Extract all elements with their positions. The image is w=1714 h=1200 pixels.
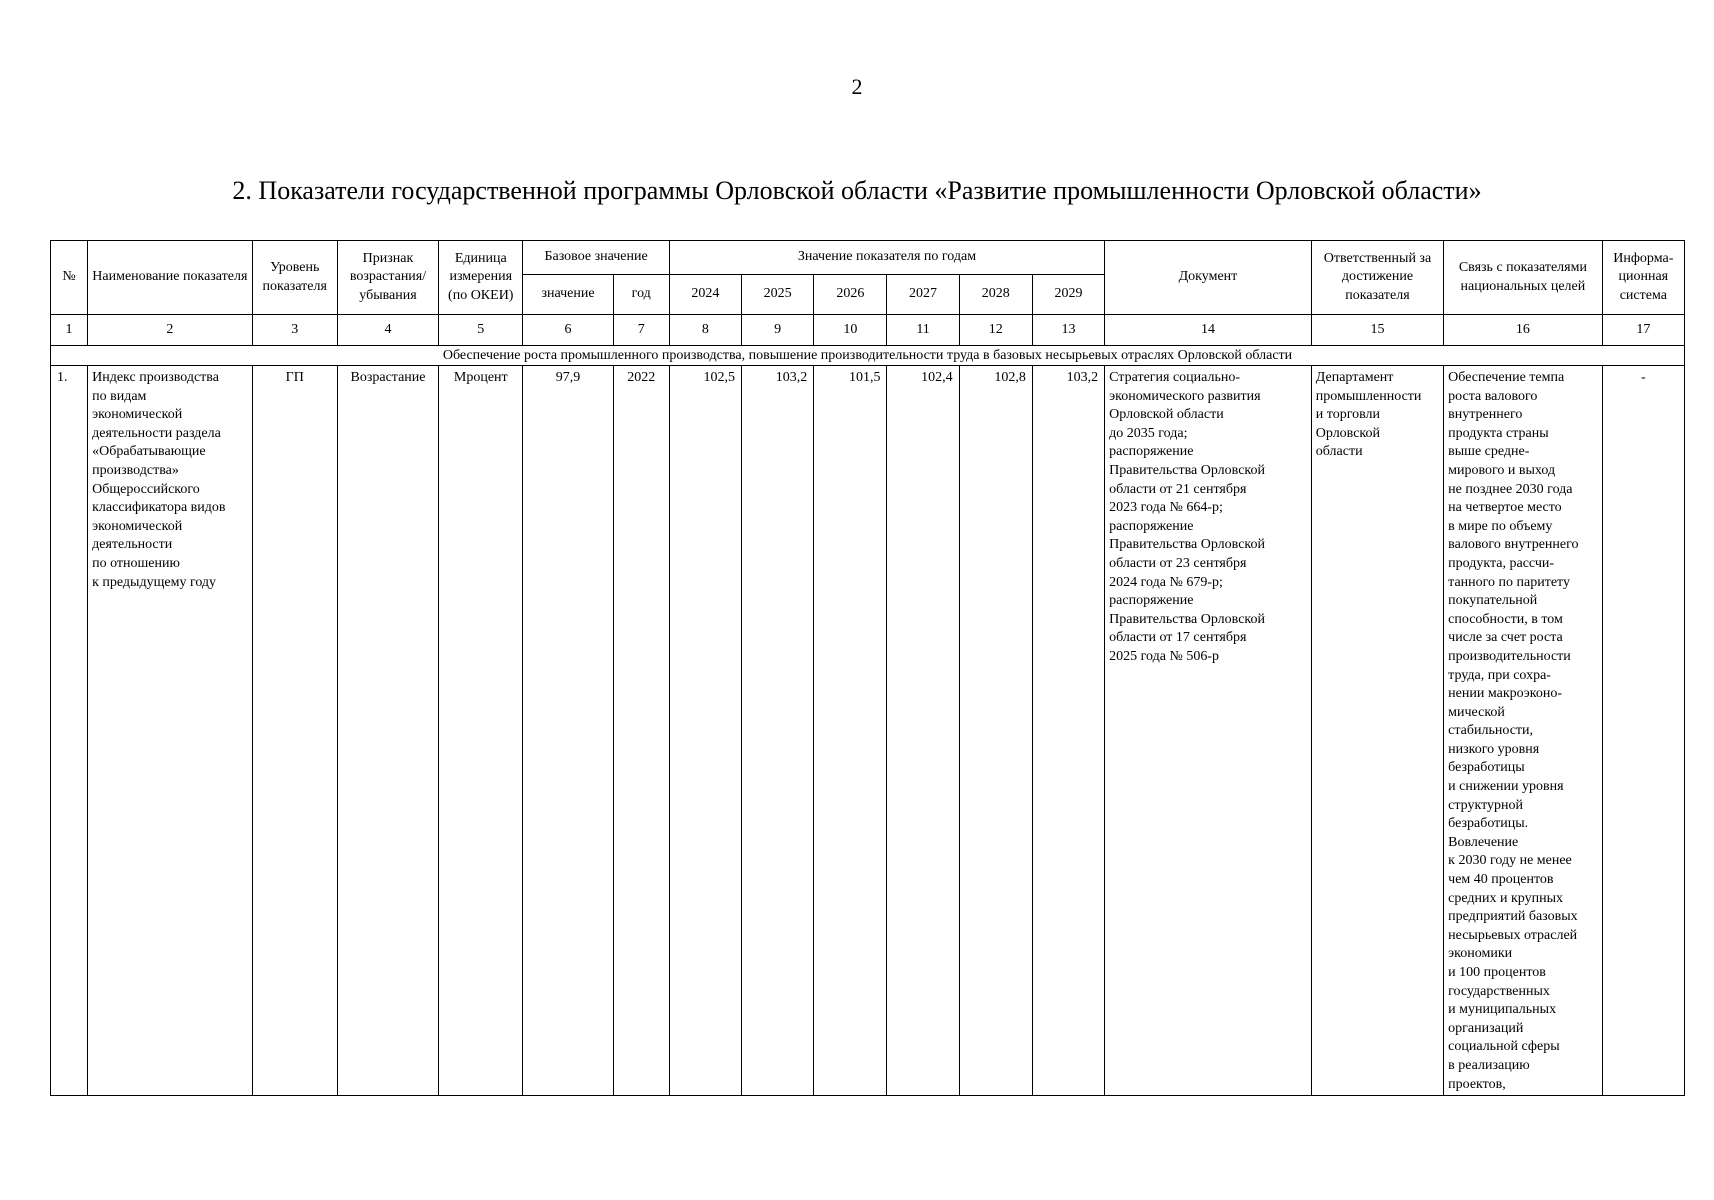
value-2027: 102,4	[887, 366, 959, 1096]
column-number: 11	[887, 315, 959, 346]
column-number: 5	[439, 315, 523, 346]
page-number: 2	[851, 74, 863, 99]
header-year-2026: 2026	[814, 275, 887, 315]
header-unit: Единица измерения (по ОКЕИ)	[439, 241, 523, 315]
national-goals-link: Обеспечение темпа роста валового внутреннего продукта страны выше средне- мирового и выход не позднее 2030 года на четвертое место в мире по объему валового внутреннего продукта, рассчи- танного по паритету покупательной способности, в том числе за счет роста производительности труда, при сохра- нении макроэконо- мической стабильности, низкого уровня безработицы и снижении уровня структурной безработицы. Вовлечение к 2030 году не менее чем 40 процентов средних и крупных предприятий базовых несырьевых отраслей экономики и 100 процентов государственных и муниципальных организаций социальной сферы в реализацию проектов,	[1444, 366, 1602, 1096]
value-2028: 102,8	[959, 366, 1032, 1096]
page-title: 2. Показатели государственной программы Орловской области «Развитие промышленности Орловской области»	[232, 176, 1482, 205]
indicator-name: Индекс производства по видам экономической деятельности раздела «Обрабатывающие производства» Общероссийского классификатора видов экономической деятельности по отношению к предыдущему году	[88, 366, 252, 1096]
header-base-year: год	[613, 275, 669, 315]
value-2024: 102,5	[669, 366, 741, 1096]
column-number: 3	[252, 315, 337, 346]
section-title: Обеспечение роста промышленного производства, повышение производительности труда в базовых несырьевых отраслях Орловской области	[51, 346, 1685, 366]
header-link: Связь с показателями национальных целей	[1444, 241, 1602, 315]
value-2025: 103,2	[742, 366, 814, 1096]
header-year-2028: 2028	[959, 275, 1032, 315]
section-row	[51, 346, 1685, 366]
indicator-sign: Возрастание	[337, 366, 438, 1096]
header-year-2027: 2027	[887, 275, 959, 315]
column-number: 9	[742, 315, 814, 346]
column-number: 7	[613, 315, 669, 346]
header-level: Уровень показателя	[252, 241, 337, 315]
header-info-system: Информа-ционная система	[1602, 241, 1684, 315]
header-number: №	[51, 241, 88, 315]
base-year: 2022	[613, 366, 669, 1096]
header-years-group: Значение показателя по годам	[669, 241, 1104, 275]
header-base-group: Базовое значение	[523, 241, 669, 275]
value-2026: 101,5	[814, 366, 887, 1096]
header-name: Наименование показателя	[88, 241, 252, 315]
column-number: 12	[959, 315, 1032, 346]
value-2029: 103,2	[1032, 366, 1104, 1096]
column-number: 4	[337, 315, 438, 346]
header-sign: Признак возрастания/ убывания	[337, 241, 438, 315]
row-number: 1.	[51, 366, 88, 1096]
header-year-2029: 2029	[1032, 275, 1104, 315]
column-numbers-row	[51, 315, 1685, 346]
column-number: 1	[51, 315, 88, 346]
table-row	[51, 366, 1685, 1096]
base-value: 97,9	[523, 366, 613, 1096]
column-number: 13	[1032, 315, 1104, 346]
responsible-body: Департамент промышленности и торговли Орловской области	[1311, 366, 1443, 1096]
column-number: 2	[88, 315, 252, 346]
indicator-level: ГП	[252, 366, 337, 1096]
header-document: Документ	[1105, 241, 1312, 315]
header-base-value: значение	[523, 275, 613, 315]
column-number: 10	[814, 315, 887, 346]
column-number: 17	[1602, 315, 1684, 346]
info-system-value: -	[1602, 366, 1684, 1096]
column-number: 8	[669, 315, 741, 346]
header-year-2024: 2024	[669, 275, 741, 315]
column-number: 6	[523, 315, 613, 346]
column-number: 14	[1105, 315, 1312, 346]
document-reference: Стратегия социально- экономического развития Орловской области до 2035 года; распоряжение Правительства Орловской области от 21 сентября 2023 года № 664-р; распоряжение Правительства Орловской области от 23 сентября 2024 года № 679-р; распоряжение Правительства Орловской области от 17 сентября 2025 года № 506-р	[1105, 366, 1312, 1096]
column-number: 15	[1311, 315, 1443, 346]
indicators-table	[50, 240, 1685, 1096]
indicator-unit: Мроцент	[439, 366, 523, 1096]
column-number: 16	[1444, 315, 1602, 346]
header-responsible: Ответственный за достижение показателя	[1311, 241, 1443, 315]
header-year-2025: 2025	[742, 275, 814, 315]
